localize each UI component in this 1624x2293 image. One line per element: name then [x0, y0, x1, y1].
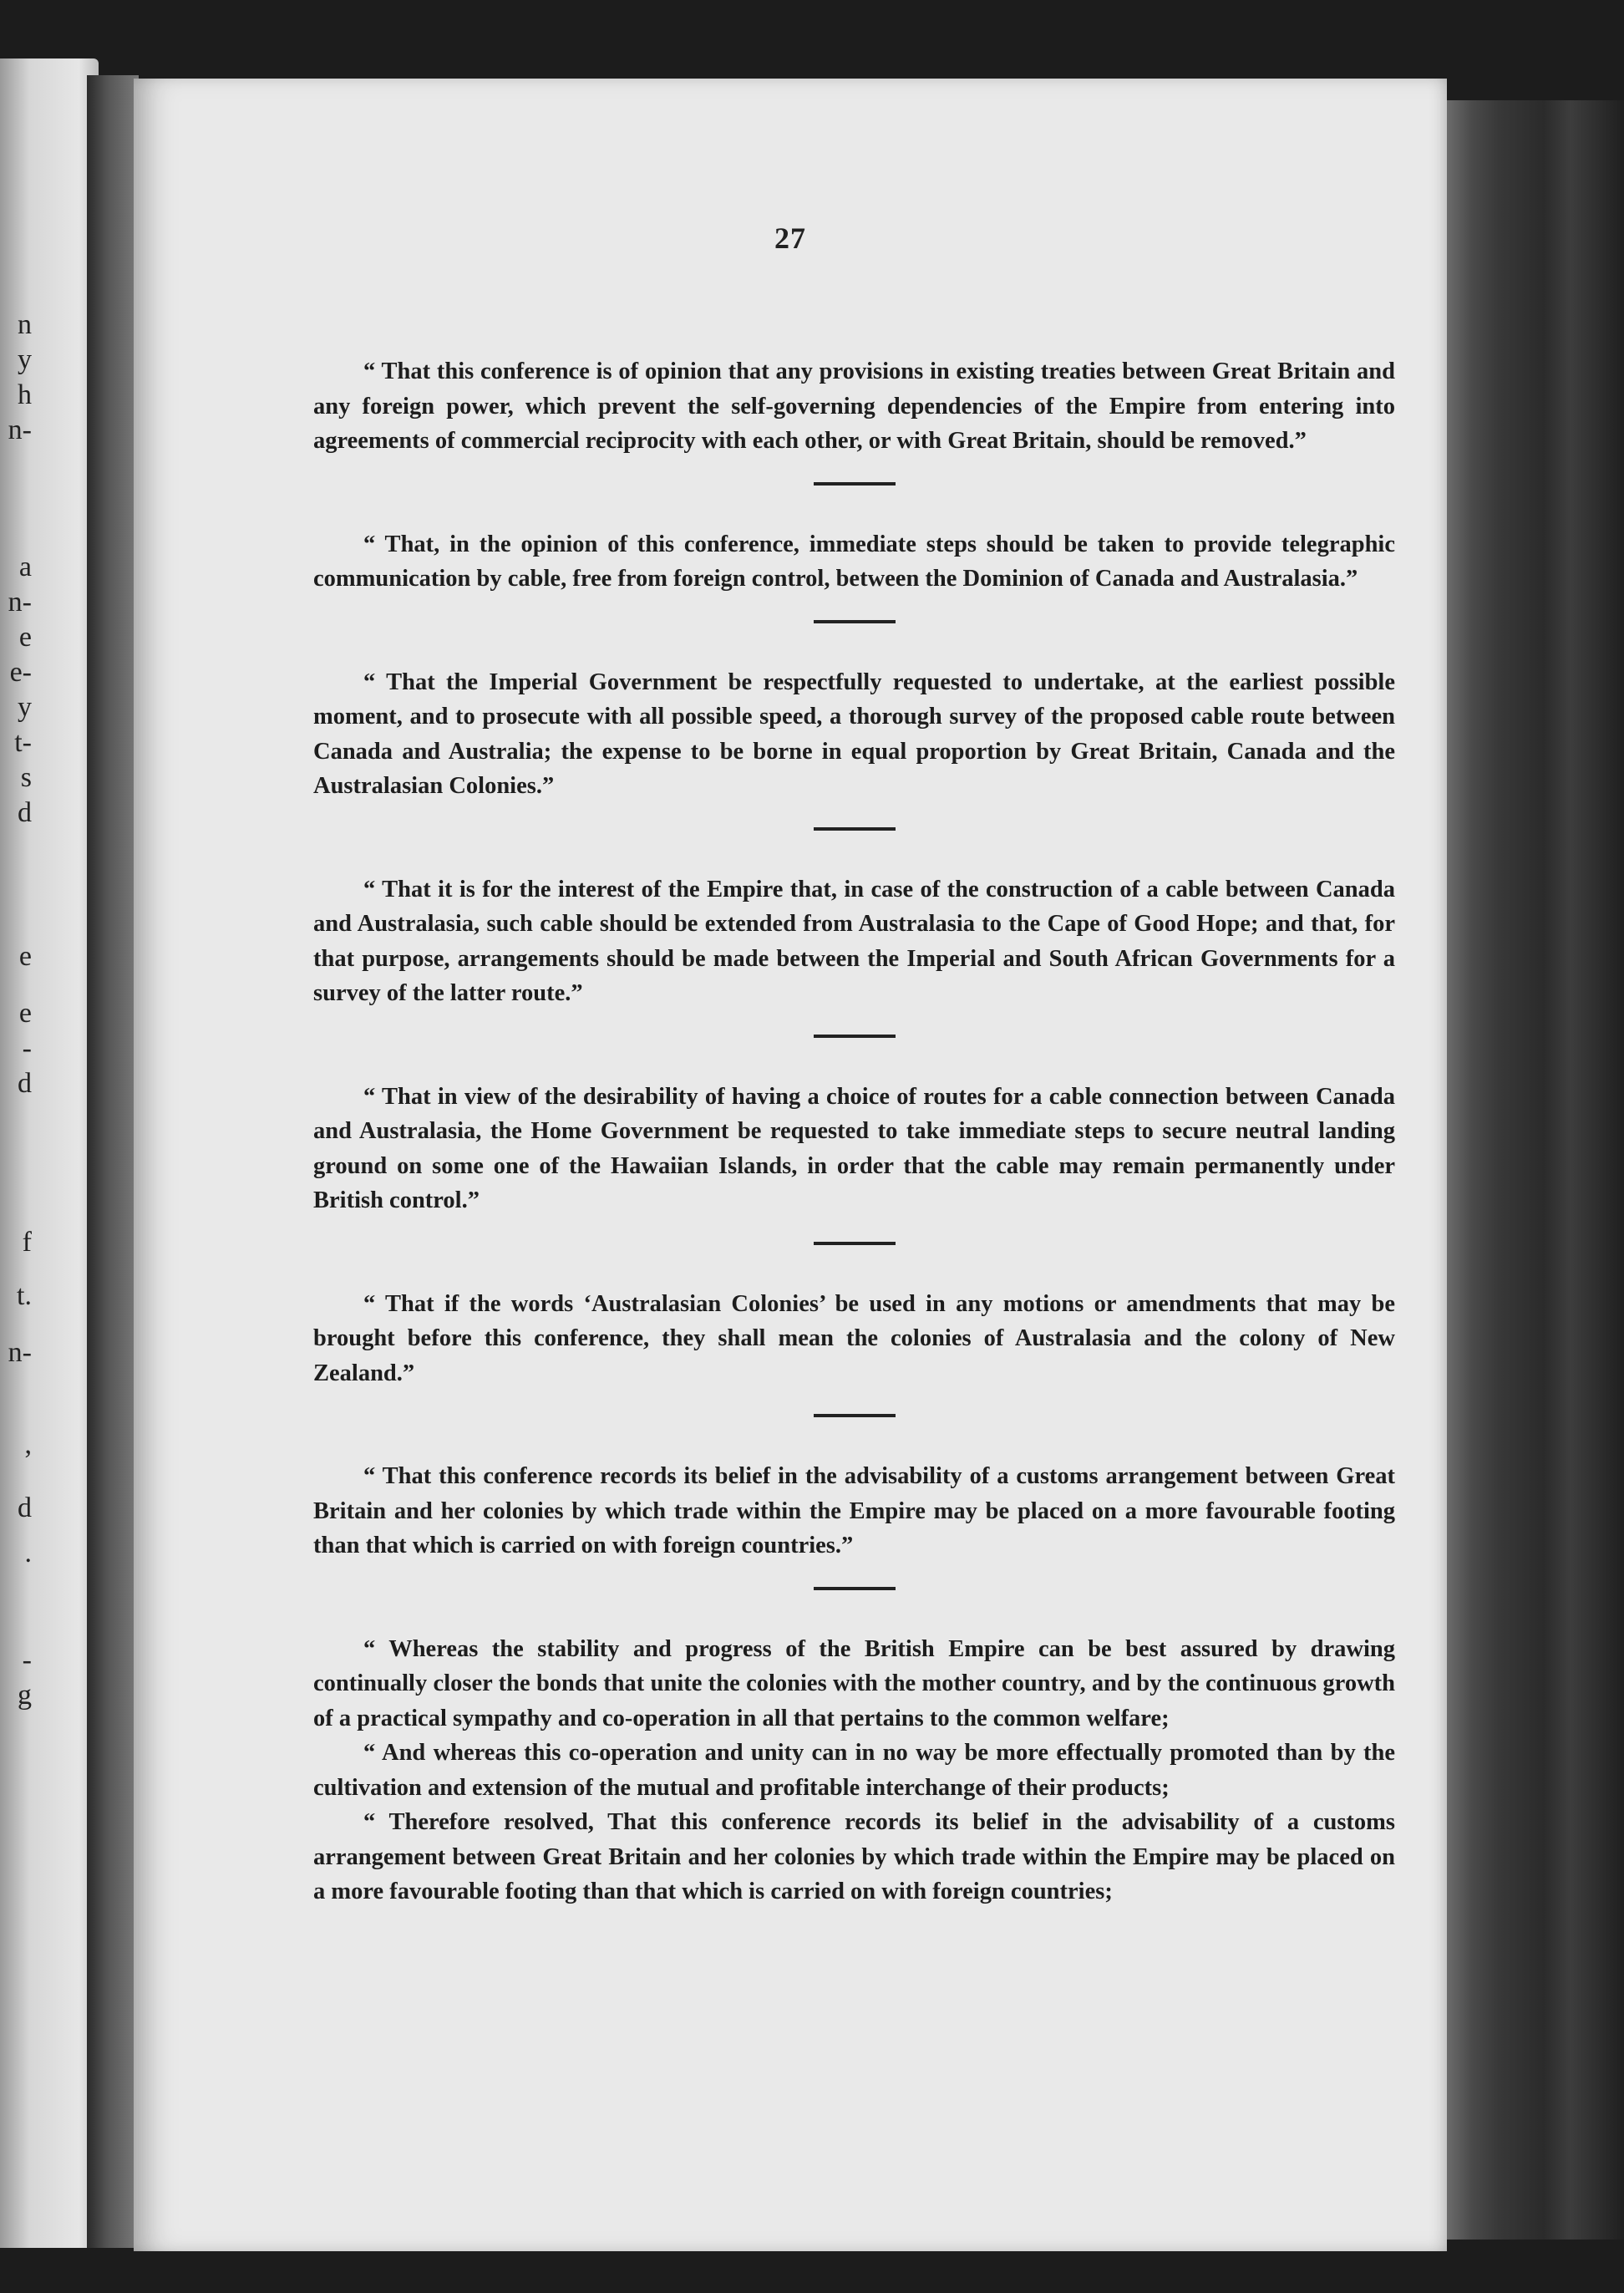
facing-page-char: f	[22, 1227, 32, 1258]
facing-page-char: t-	[14, 727, 32, 758]
book-page	[134, 79, 1447, 2251]
facing-page-char: ,	[24, 1429, 32, 1460]
page-text	[313, 354, 1395, 1909]
facing-page-char: a	[18, 552, 32, 582]
facing-page-char: g	[18, 1680, 32, 1711]
facing-page-char: h	[18, 379, 32, 410]
facing-page-char: n-	[8, 1337, 32, 1368]
resolution-paragraph: “ That the Imperial Government be respectfully requested to undertake, at the earliest possible moment, and to prosecute with all possible speed, a thorough survey of the proposed cable route between Canada and Australia; the expense to be borne in equal proportion by Great Britain, Canada and the Australasian Colonies.”	[313, 669, 1395, 799]
section-divider	[814, 1414, 896, 1417]
whereas-paragraph: “ And whereas this co-operation and unity can in no way be more effectually promoted than by the cultivation and extension of the mutual and profitable interchange of their products;	[313, 1740, 1395, 1801]
resolution-paragraph: “ That it is for the interest of the Empire that, in case of the construction of a cable between Canada and Australasia, such cable should be extended from Australasia to the Cape of Good Hope; and that, for that purpose, arrangements should be made between the Imperial and South African Governments for a survey of the latter route.”	[313, 876, 1395, 1006]
facing-page-char: d	[18, 1492, 32, 1523]
section-divider	[814, 1035, 896, 1038]
facing-page-char: .	[24, 1538, 32, 1568]
resolution-paragraph: “ That in view of the desirability of having a choice of routes for a cable connection between Canada and Australasia, the Home Government be requested to take immediate steps to secure neutral landing ground on some one of the Hawaiian Islands, in order that the cable may remain permanently under British control.”	[313, 1083, 1395, 1213]
section-divider	[814, 827, 896, 831]
facing-page-edge	[0, 58, 99, 2248]
facing-page-char: e-	[9, 657, 32, 688]
facing-page-char: d	[18, 1068, 32, 1099]
resolution-paragraph: “ That this conference is of opinion that any provisions in existing treaties between Great Britain and any foreign power, which prevent the self-governing dependencies of the Empire from entering into agreements of commercial reciprocity with each other, or with Great Britain, should be removed.”	[313, 358, 1395, 454]
facing-page-char: -	[22, 1033, 32, 1064]
whereas-paragraph: “ Whereas the stability and progress of the British Empire can be best assured by drawing continually closer the bonds that unite the colonies with the mother country, and by the continuous growth of a practical sympathy and co-operation in all that pertains to the common welfare;	[313, 1635, 1395, 1731]
resolution-paragraph: “ That, in the opinion of this conference, immediate steps should be taken to provide telegraphic communication by cable, free from foreign control, between the Dominion of Canada and Australasia.”	[313, 531, 1395, 592]
facing-page-char: y	[18, 344, 32, 375]
section-divider	[814, 1242, 896, 1245]
facing-page-char: e	[18, 998, 32, 1029]
page-number: 27	[774, 221, 806, 255]
facing-page-char: n-	[8, 414, 32, 445]
facing-page-char: d	[18, 797, 32, 828]
facing-page-char: e	[18, 622, 32, 653]
facing-page-char: e	[18, 941, 32, 972]
section-divider	[814, 1587, 896, 1590]
book-gutter	[87, 75, 139, 2248]
facing-page-char: s	[20, 762, 32, 793]
facing-page-char: y	[18, 692, 32, 723]
resolution-paragraph: “ That this conference records its belief in the advisability of a customs arrangement between Great Britain and her colonies by which trade within the Empire may be placed on a more favourable footing than that which is carried on with foreign countries.”	[313, 1463, 1395, 1558]
section-divider	[814, 482, 896, 486]
facing-page-char: t.	[17, 1280, 32, 1311]
resolution-paragraph: “ That if the words ‘Australasian Colonies’ be used in any motions or amendments that may be brought before this conference, they shall mean the colonies of Australasia and the colony of New Zealand.”	[313, 1290, 1395, 1386]
facing-page-char: n	[18, 309, 32, 340]
final-resolution	[313, 1632, 1395, 1909]
book-spine-edge	[1445, 100, 1624, 2240]
facing-page-char: -	[22, 1645, 32, 1675]
resolved-paragraph: “ Therefore resolved, That this conference records its belief in the advisability of a customs arrangement between Great Britain and her colonies by which trade within the Empire may be placed on a more favourable footing than that which is carried on with foreign countries;	[313, 1809, 1395, 1904]
section-divider	[814, 620, 896, 623]
facing-page-char: n-	[8, 587, 32, 618]
